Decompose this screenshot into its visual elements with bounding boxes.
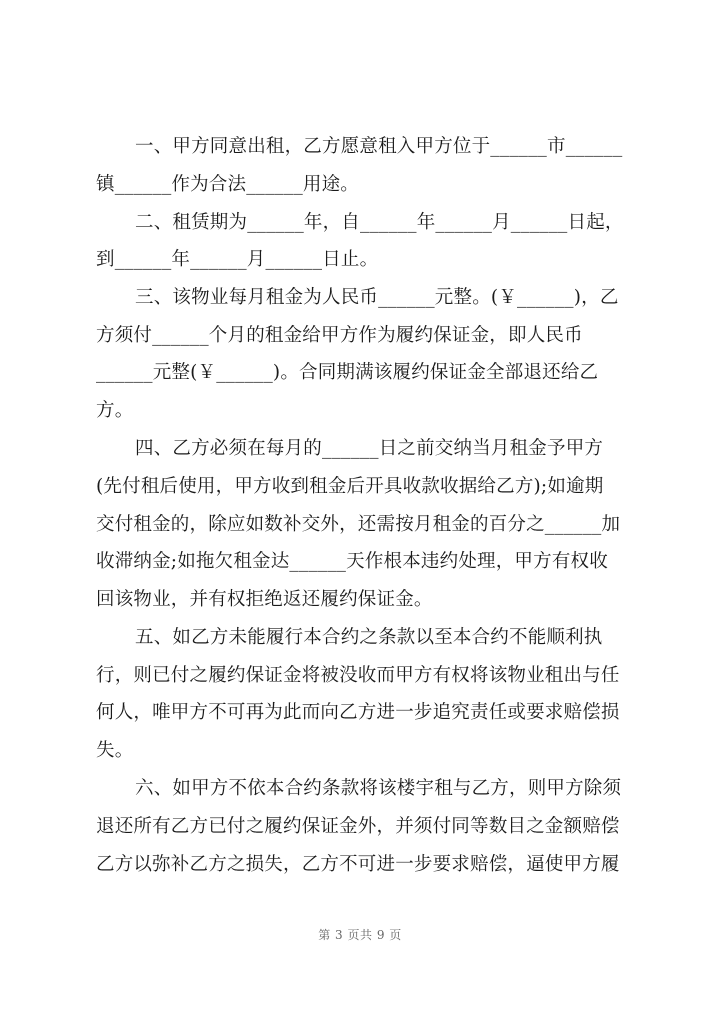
paragraph-4-line-2-text: (先付租后使用，甲方收到租金后开具收款收据给乙方);如逾期 <box>96 476 604 497</box>
paragraph-2-line-2 <box>0 245 720 275</box>
paragraph-6-line-3 <box>0 850 720 880</box>
paragraph-6-line-1 <box>0 774 720 804</box>
paragraph-1-line-2 <box>0 170 720 200</box>
paragraph-4-line-1 <box>0 434 720 464</box>
paragraph-1-line-1-text: 一、甲方同意出租，乙方愿意租入甲方位于______市______ <box>135 136 623 157</box>
paragraph-4-line-1-text: 四、乙方必须在每月的______日之前交纳当月租金予甲方 <box>135 438 604 459</box>
paragraph-4-line-3 <box>0 510 720 540</box>
paragraph-3-line-2 <box>0 321 720 351</box>
paragraph-2-line-1-text: 二、租赁期为______年，自______年______月______日起， <box>135 212 624 233</box>
paragraph-3-line-2-text: 方须付______个月的租金给甲方作为履约保证金，即人民币 <box>96 325 583 346</box>
paragraph-5-line-2 <box>0 661 720 691</box>
paragraph-3-line-1-text: 三、该物业每月租金为人民币______元整。(￥______)，乙 <box>135 287 619 308</box>
paragraph-3-line-3-text: ______元整(￥______)。合同期满该履约保证金全部退还给乙 <box>96 362 599 383</box>
paragraph-4-line-2 <box>0 472 720 502</box>
paragraph-5-line-2-text: 行，则已付之履约保证金将被没收而甲方有权将该物业租出与任 <box>96 665 620 686</box>
paragraph-4-line-3-text: 交付租金的，除应如数补交外，还需按月租金的百分之______加 <box>96 514 621 535</box>
paragraph-4-line-5-text: 回该物业，并有权拒绝返还履约保证金。 <box>96 589 433 610</box>
paragraph-5-line-3 <box>0 698 720 728</box>
paragraph-5-line-1-text: 五、如乙方未能履行本合约之条款以至本合约不能顺利执 <box>135 627 603 648</box>
paragraph-6-line-3-text: 乙方以弥补乙方之损失，乙方不可进一步要求赔偿，逼使甲方履 <box>96 854 620 875</box>
paragraph-6-line-2 <box>0 812 720 842</box>
paragraph-3-line-4 <box>0 396 720 426</box>
paragraph-4-line-4 <box>0 547 720 577</box>
paragraph-5-line-1 <box>0 623 720 653</box>
paragraph-1-line-2-text: 镇______作为合法______用途。 <box>96 174 360 195</box>
paragraph-5-line-3-text: 何人，唯甲方不可再为此而向乙方进一步追究责任或要求赔偿损 <box>96 702 620 723</box>
paragraph-2-line-1 <box>0 208 720 238</box>
paragraph-3-line-1 <box>0 283 720 313</box>
paragraph-4-line-5 <box>0 585 720 615</box>
paragraph-3-line-3 <box>0 358 720 388</box>
paragraph-4-line-4-text: 收滞纳金;如拖欠租金达______天作根本违约处理，甲方有权收 <box>96 551 608 572</box>
paragraph-5-line-4-text: 失。 <box>96 740 134 761</box>
paragraph-6-line-1-text: 六、如甲方不依本合约条款将该楼宇租与乙方，则甲方除须 <box>135 778 622 799</box>
page-number-text: 第 3 页共 9 页 <box>318 928 402 942</box>
paragraph-1-line-1 <box>0 132 720 162</box>
paragraph-6-line-2-text: 退还所有乙方已付之履约保证金外，并须付同等数目之金额赔偿 <box>96 816 620 837</box>
page-footer <box>0 926 720 943</box>
paragraph-5-line-4 <box>0 736 720 766</box>
paragraph-3-line-4-text: 方。 <box>96 400 134 421</box>
paragraph-2-line-2-text: 到______年______月______日止。 <box>96 249 379 270</box>
